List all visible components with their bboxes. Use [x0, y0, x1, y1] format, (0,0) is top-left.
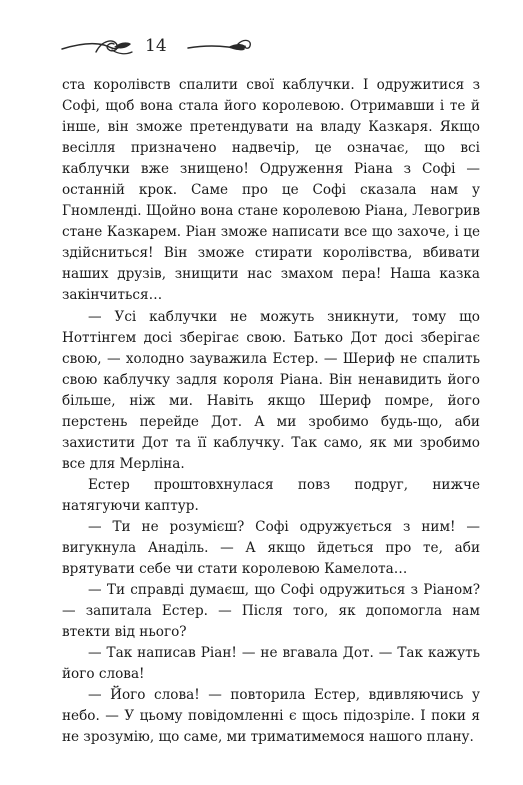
paragraph: — Так написав Ріан! — не вгавала Дот. — Так кажуть його слова! [62, 645, 480, 683]
paragraph: — Ти справді думаєш, що Софі одружиться з Ріаном? — запитала Естер. — Після того, як допомогла нам втекти від нього? [62, 582, 480, 641]
paragraph: — Ти не розумієш? Софі одружується з ним! — вигукнула Анаділь. — А якщо йдеться про те, аби врятувати себе чи стати королевою Камелота… [62, 518, 480, 578]
paragraph: — Його слова! — повторила Естер, вдивляючись у небо. — У цьому повідомленні є щось підозріле. І поки я не зрозумію, що саме, ми триматимемося нашого плану. [62, 687, 480, 746]
page-number: 14 [145, 36, 167, 56]
page-header [0, 28, 523, 68]
flourish-ornament [0, 28, 523, 68]
paragraph: — Усі каблучки не можуть зникнути, тому що Ноттінгем досі зберігає свою. Батько Дот досі зберігає свою, — холодно зауважила Естер. — Шериф не спалить свою каблучку задля короля Ріана. Він ненавидить його більше, ніж ми. Навіть якщо Шериф помре, його перстень перейде Дот. А ми зробимо будь-що, аби захистити Дот та її каблучку. Так само, як ми зробимо все для Мерліна. [62, 308, 480, 472]
paragraph: Естер проштовхнулася повз подруг, нижче натягуючи каптур. [62, 476, 480, 514]
page-body [62, 75, 480, 749]
paragraph: ста королівств спалити свої каблучки. І одружитися з Софі, щоб вона стала його королевою. Отримавши і те й інше, він зможе претендувати на владу Казкаря. Якщо весілля призначено надвечір, це означає, що всі каблучки вже знищено! Одруження Ріана з Софі — останній крок. Саме про це Софі сказала нам у Гномленді. Щойно вона стане королевою Ріана, Левогрив стане Казкарем. Ріан зможе написати все що захоче, і це здійсниться! Він зможе стирати королівства, вбивати наших друзів, знищити нас змахом пера! Наша казка закінчиться… [62, 77, 480, 304]
